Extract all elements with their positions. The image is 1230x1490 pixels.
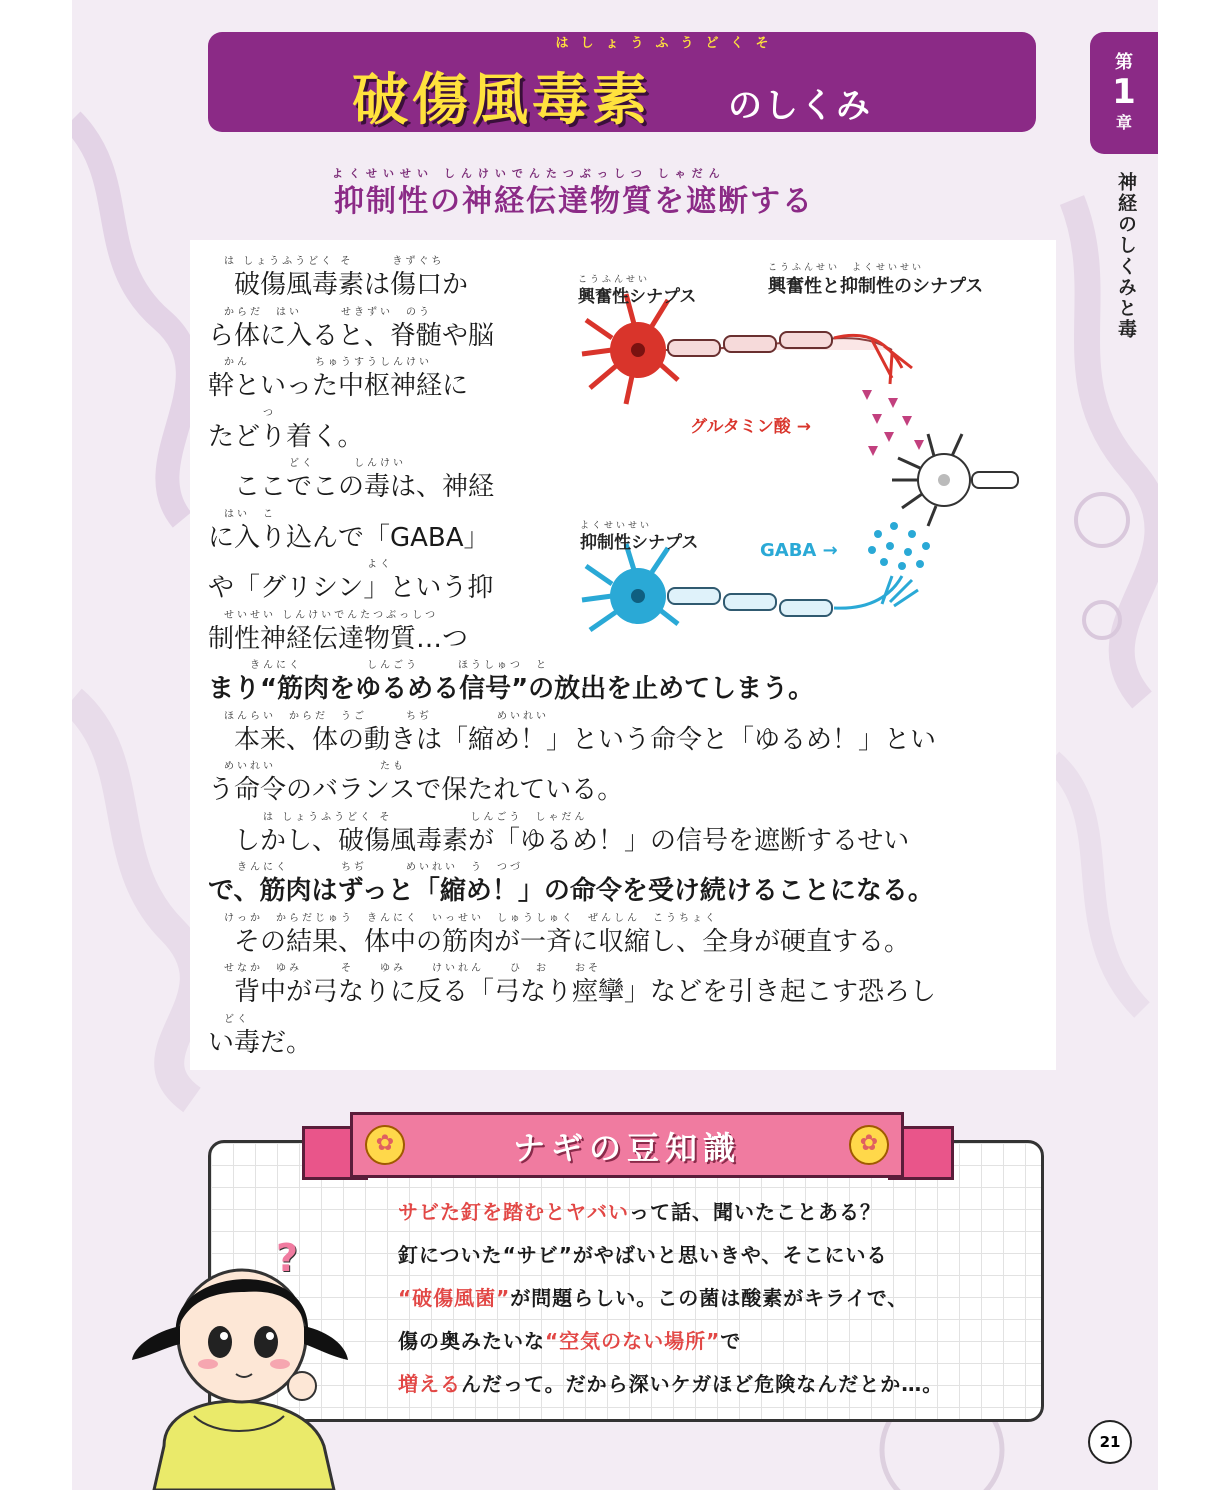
subtitle-ruby: よくせいせい しんけいでんたつぶっしつ しゃだん <box>332 167 726 180</box>
chapter-side-title: 神経のしくみと毒 <box>1115 172 1137 340</box>
body-line: ら体に入ると、脊髄や脳 <box>208 320 495 351</box>
flower-icon: ✿ <box>849 1125 889 1165</box>
body-line: その結果、体中の筋肉が一斉に収縮し、全身が硬直する。 <box>208 926 911 957</box>
body-line: たどり着く。 <box>208 421 364 452</box>
inhibitory-synapse-ruby: よくせいせい <box>580 521 653 531</box>
excitatory-synapse-label: 興奮性シナプス <box>578 287 697 307</box>
body-line-ruby: は しょうふうどく そ きずぐち <box>224 256 445 267</box>
target-neuron <box>892 434 1018 526</box>
inhibitory-neuron <box>582 544 918 630</box>
trivia-highlight: サビた釘を踏むとヤバい <box>398 1200 629 1224</box>
trivia-title-banner <box>350 1112 904 1178</box>
flower-icon: ✿ <box>365 1125 405 1165</box>
body-line-ruby: かん ちゅうすうしんけい <box>224 357 432 368</box>
body-line-ruby: きんにく しんごう ほうしゅつ と <box>224 660 549 671</box>
trivia-highlight: “破傷風菌” <box>398 1286 511 1310</box>
body-line-ruby: よく <box>224 559 393 570</box>
body-line: 背中が弓なりに反る「弓なり痙攣」などを引き起こす恐ろし <box>208 977 937 1007</box>
glutamate-particles <box>862 390 924 456</box>
body-line-ruby: どく しんけい <box>224 458 406 469</box>
trivia-title: ナギの豆知識 <box>512 1129 741 1167</box>
trivia-segment: んだって。だから深いケガほど危険なんだとか…。 <box>461 1372 944 1396</box>
excitatory-synapse-ruby: こうふんせい <box>578 275 651 285</box>
trivia-line <box>398 1196 881 1225</box>
gaba-label: GABA → <box>760 540 838 561</box>
body-line: 幹といった中枢神経に <box>208 371 469 401</box>
body-line-ruby: めいれい たも <box>224 761 406 772</box>
synapse-diagram <box>572 258 1022 642</box>
chapter-suffix: 章 <box>1115 113 1132 132</box>
subtitle: 抑制性の神経伝達物質を遮断する <box>334 184 814 219</box>
trivia-highlight: “空気のない場所” <box>545 1329 721 1353</box>
body-line-ruby: ほんらい からだ うご ちぢ めいれい <box>224 710 549 722</box>
body-line: 破傷風毒素は傷口か <box>208 270 469 300</box>
body-line: で、筋肉はずっと「縮め！」の命令を受け続けることになる。 <box>208 876 934 906</box>
trivia-line <box>398 1325 741 1354</box>
page-title: 破傷風毒素 <box>352 68 652 133</box>
body-line-ruby: どく <box>224 1013 250 1025</box>
trivia-segment: って話、聞いたことある？ <box>629 1200 881 1224</box>
both-synapse-label: 興奮性と抑制性のシナプス <box>768 276 984 297</box>
body-line-ruby: つ <box>224 407 276 419</box>
inhibitory-synapse-label: 抑制性シナプス <box>580 533 699 553</box>
body-line-ruby: きんにく ちぢ めいれい う つづ <box>224 862 523 873</box>
trivia-segment: が問題らしい。この菌は酸素がキライで、 <box>510 1286 909 1310</box>
header-banner <box>208 32 1036 132</box>
excitatory-neuron <box>582 294 912 404</box>
body-line-ruby: けっか からだじゅう きんにく いっせい しゅうしゅく ぜんしん こうちょく <box>224 912 718 924</box>
header-ruby: はしょうふうどくそ <box>555 36 781 51</box>
gaba-particles <box>868 522 930 570</box>
both-synapse-ruby: こうふんせい よくせいせい <box>768 263 925 273</box>
body-line: 制性神経伝達物質…つ <box>208 623 469 654</box>
body-line: に入り込んで「GABA」 <box>208 522 490 553</box>
question-mark-icon: ? <box>276 1236 299 1280</box>
page-number: 21 <box>1088 1420 1132 1464</box>
chapter-prefix: 第 <box>1115 52 1133 73</box>
chapter-tab <box>1090 32 1158 154</box>
body-line-ruby: は しょうふうどく そ しんごう しゃだん <box>224 811 588 823</box>
body-line: まり“筋肉をゆるめる信号”の放出を止めてしまう。 <box>208 674 815 704</box>
body-line-ruby: せいせい しんけいでんたつぶっしつ <box>224 609 439 621</box>
synapse-illustration <box>572 258 1022 638</box>
trivia-line <box>398 1368 943 1397</box>
body-line: 本来、体の動きは「縮め！」という命令と「ゆるめ！」とい <box>208 724 937 755</box>
body-line: しかし、破傷風毒素が「ゆるめ！」の信号を遮断するせい <box>208 825 910 856</box>
trivia-segment: で <box>720 1329 742 1353</box>
trivia-segment: 傷の奥みたいな <box>398 1329 545 1353</box>
chapter-number: 1 <box>1112 72 1136 112</box>
glutamate-label: グルタミン酸 → <box>690 417 811 437</box>
trivia-highlight: 増える <box>398 1372 461 1396</box>
body-line: い毒だ。 <box>208 1027 313 1058</box>
trivia-line <box>398 1282 908 1311</box>
body-line-ruby: はい こ <box>224 508 276 520</box>
body-line: ここでこの毒は、神経 <box>208 472 495 502</box>
body-line: や「グリシン」という抑 <box>208 573 494 603</box>
nagi-character-illustration <box>124 1236 354 1490</box>
trivia-line <box>398 1239 888 1268</box>
body-line-ruby: せなか ゆみ そ ゆみ けいれん ひ お おそ <box>224 963 601 974</box>
page-title-suffix: のしくみ <box>728 86 872 126</box>
body-line: う命令のバランスで保たれている。 <box>208 775 624 805</box>
page <box>72 0 1158 1490</box>
body-line-ruby: からだ はい せきずい のう <box>224 306 432 318</box>
trivia-segment: 釘についた“サビ”がやばいと思いきや、そこにいる <box>398 1243 888 1267</box>
